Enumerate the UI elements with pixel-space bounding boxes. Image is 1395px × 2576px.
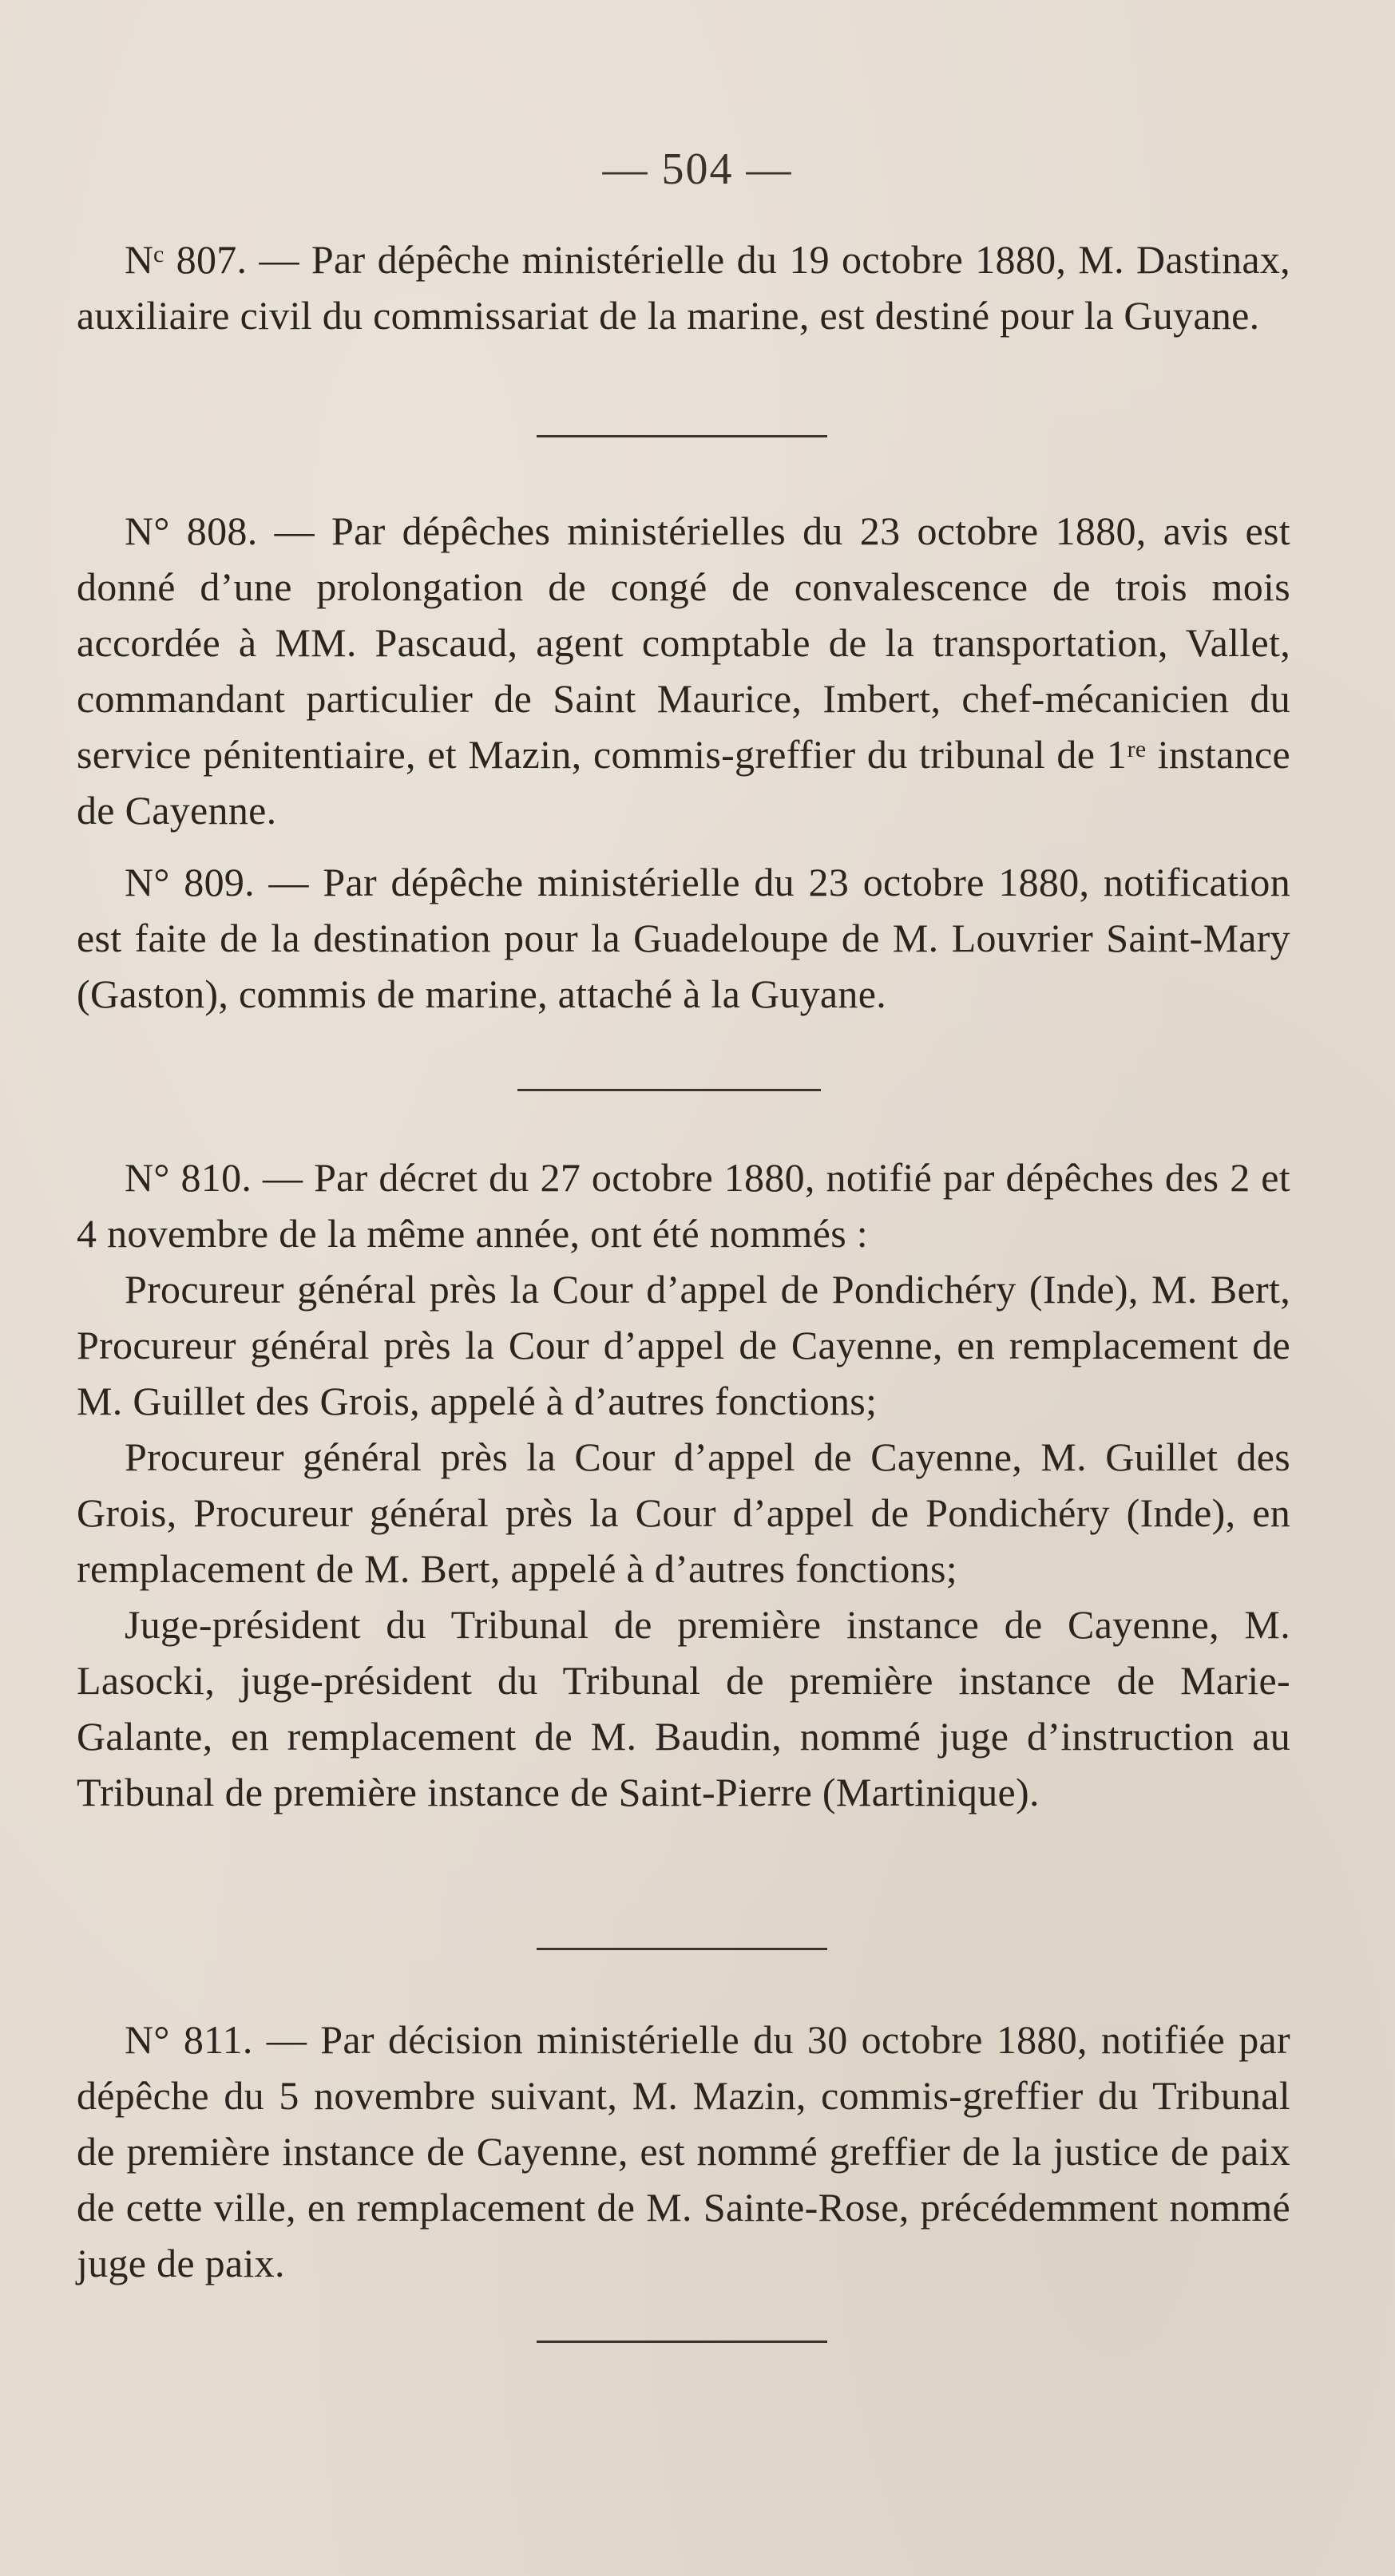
separator-rule xyxy=(537,2341,827,2343)
entry-809 xyxy=(77,854,1290,1022)
entry-808 xyxy=(77,503,1290,838)
entry-paragraph: N° 809. — Par dépêche ministérielle du 23 octobre 1880, notification est faite de la destination pour la Guadeloupe de M. Louvrier Saint-Mary (Gaston), commis de marine, attaché à la Guyane. xyxy=(77,860,1290,1016)
entry-paragraph: Juge-président du Tribunal de première instance de Cayenne, M. Lasocki, juge-président du Tribunal de première instance de Marie-Galante, en remplacement de M. Baudin, nommé juge d’instruction au Tribunal de première instance de Saint-Pierre (Martinique). xyxy=(77,1602,1290,1814)
entry-paragraph: Procureur général près la Cour d’appel de Cayenne, M. Guillet des Grois, Procureur général près la Cour d’appel de Pondichéry (Inde), en remplacement de M. Bert, appelé à d’autres fonctions; xyxy=(77,1434,1290,1591)
entry-paragraph: N° 810. — Par décret du 27 octobre 1880, notifié par dépêches des 2 et 4 novembre de la même année, ont été nommés : xyxy=(77,1155,1290,1256)
separator-rule xyxy=(537,1948,827,1950)
entry-paragraph: N° 808. — Par dépêches ministérielles du 23 octobre 1880, avis est donné d’une prolongation de congé de convalescence de trois mois accordée à MM. Pascaud, agent comptable de la transportation, Vallet, commandant particulier de Saint Maurice, Imbert, chef-mécanicien du service pénitentiaire, et Mazin, commis-greffier du tribunal de 1ʳᵉ instance de Cayenne. xyxy=(77,508,1290,833)
separator-rule xyxy=(537,435,827,437)
entry-paragraph: Procureur général près la Cour d’appel de Pondichéry (Inde), M. Bert, Procureur général près la Cour d’appel de Cayenne, en remplacement de M. Guillet des Grois, appelé à d’autres fonctions; xyxy=(77,1267,1290,1423)
page-number: — 504 — xyxy=(602,144,793,194)
entry-paragraph: N° 811. — Par décision ministérielle du 30 octobre 1880, notifiée par dépêche du 5 novembre suivant, M. Mazin, commis-greffier du Tribunal de première instance de Cayenne, est nommé greffier de la justice de paix de cette ville, en remplacement de M. Sainte-Rose, précédemment nommé juge de paix. xyxy=(77,2017,1290,2285)
separator-rule xyxy=(517,1089,821,1091)
entry-paragraph: Nᶜ 807. — Par dépêche ministérielle du 19 octobre 1880, M. Dastinax, auxiliaire civil du commissariat de la marine, est destiné pour la Guyane. xyxy=(77,237,1290,338)
entry-810 xyxy=(77,1150,1290,1820)
entry-811 xyxy=(77,2012,1290,2291)
entry-807 xyxy=(77,231,1290,343)
